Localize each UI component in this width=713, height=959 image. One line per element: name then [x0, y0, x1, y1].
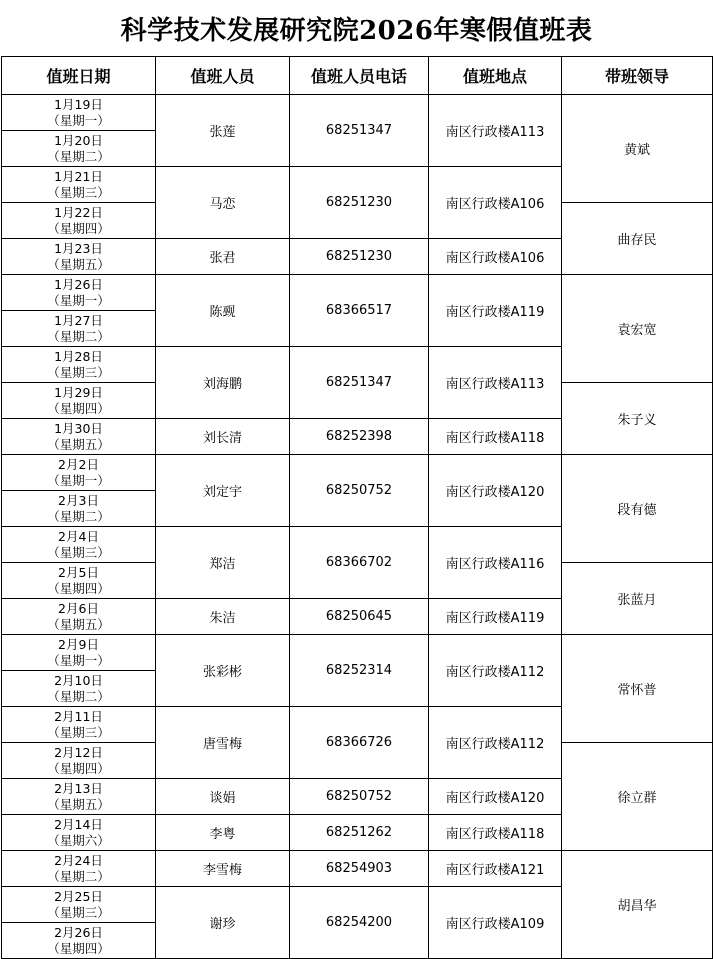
duty-date-cell	[2, 419, 156, 455]
duty-date: 2月14日	[54, 816, 103, 832]
duty-weekday: （星期三）	[47, 364, 110, 380]
duty-date-cell	[2, 743, 156, 779]
duty-location-cell: 南区行政楼A106	[429, 167, 562, 239]
header-duty-date: 值班日期	[2, 57, 156, 95]
duty-date: 2月24日	[54, 852, 103, 868]
duty-weekday: （星期五）	[47, 436, 110, 452]
leader-cell: 朱子义	[562, 383, 713, 455]
duty-date: 2月10日	[54, 672, 103, 688]
duty-date-cell	[2, 599, 156, 635]
duty-date-cell	[2, 167, 156, 203]
duty-date-cell	[2, 851, 156, 887]
duty-person-cell: 李粤	[156, 815, 290, 851]
duty-date-cell	[2, 815, 156, 851]
duty-date: 1月29日	[54, 384, 103, 400]
duty-location-cell: 南区行政楼A118	[429, 419, 562, 455]
duty-date-cell	[2, 275, 156, 311]
duty-phone-cell: 68254200	[290, 887, 429, 959]
table-row	[2, 95, 713, 131]
duty-location-cell: 南区行政楼A106	[429, 239, 562, 275]
duty-date: 1月20日	[54, 132, 103, 148]
duty-weekday: （星期六）	[47, 832, 110, 848]
duty-date-cell	[2, 887, 156, 923]
duty-date-cell	[2, 527, 156, 563]
duty-location-cell: 南区行政楼A120	[429, 455, 562, 527]
leader-cell: 段有德	[562, 455, 713, 563]
duty-phone-cell: 68251347	[290, 347, 429, 419]
duty-person-cell: 刘海鹏	[156, 347, 290, 419]
duty-weekday: （星期二）	[47, 688, 110, 704]
duty-date-cell	[2, 131, 156, 167]
duty-date-cell	[2, 779, 156, 815]
header-row	[2, 57, 713, 95]
duty-weekday: （星期四）	[47, 400, 110, 416]
table-row	[2, 275, 713, 311]
duty-date: 2月11日	[54, 708, 103, 724]
duty-phone-cell: 68252314	[290, 635, 429, 707]
duty-date-cell	[2, 347, 156, 383]
duty-date-cell	[2, 707, 156, 743]
duty-phone-cell: 68250752	[290, 779, 429, 815]
duty-location-cell: 南区行政楼A112	[429, 635, 562, 707]
duty-phone-cell: 68254903	[290, 851, 429, 887]
duty-date-cell	[2, 671, 156, 707]
duty-weekday: （星期二）	[47, 868, 110, 884]
duty-person-cell: 刘长清	[156, 419, 290, 455]
leader-cell: 常怀普	[562, 635, 713, 743]
duty-weekday: （星期三）	[47, 724, 110, 740]
duty-date: 2月5日	[58, 564, 99, 580]
duty-weekday: （星期二）	[47, 508, 110, 524]
leader-cell: 黄斌	[562, 95, 713, 203]
duty-date: 2月25日	[54, 888, 103, 904]
duty-date: 1月22日	[54, 204, 103, 220]
duty-date-cell	[2, 239, 156, 275]
duty-date: 2月3日	[58, 492, 99, 508]
duty-date: 2月4日	[58, 528, 99, 544]
duty-weekday: （星期三）	[47, 544, 110, 560]
duty-date: 1月23日	[54, 240, 103, 256]
header-duty-person: 值班人员	[156, 57, 290, 95]
duty-person-cell: 朱洁	[156, 599, 290, 635]
duty-weekday: （星期二）	[47, 148, 110, 164]
leader-cell: 徐立群	[562, 743, 713, 851]
duty-date: 2月12日	[54, 744, 103, 760]
duty-person-cell: 陈觋	[156, 275, 290, 347]
duty-date-cell	[2, 635, 156, 671]
duty-phone-cell: 68251230	[290, 167, 429, 239]
duty-weekday: （星期五）	[47, 256, 110, 272]
duty-person-cell: 谢珍	[156, 887, 290, 959]
duty-location-cell: 南区行政楼A113	[429, 95, 562, 167]
duty-phone-cell: 68251347	[290, 95, 429, 167]
duty-phone-cell: 68250645	[290, 599, 429, 635]
duty-location-cell: 南区行政楼A119	[429, 275, 562, 347]
duty-date-cell	[2, 563, 156, 599]
duty-phone-cell: 68366517	[290, 275, 429, 347]
duty-location-cell: 南区行政楼A112	[429, 707, 562, 779]
duty-person-cell: 张君	[156, 239, 290, 275]
duty-location-cell: 南区行政楼A118	[429, 815, 562, 851]
duty-weekday: （星期一）	[47, 292, 110, 308]
duty-phone-cell: 68251230	[290, 239, 429, 275]
duty-person-cell: 张莲	[156, 95, 290, 167]
duty-date: 1月19日	[54, 96, 103, 112]
table-row	[2, 851, 713, 887]
duty-date-cell	[2, 455, 156, 491]
duty-location-cell: 南区行政楼A120	[429, 779, 562, 815]
duty-person-cell: 唐雪梅	[156, 707, 290, 779]
duty-weekday: （星期四）	[47, 760, 110, 776]
duty-phone-cell: 68250752	[290, 455, 429, 527]
duty-weekday: （星期五）	[47, 616, 110, 632]
duty-date: 2月6日	[58, 600, 99, 616]
duty-weekday: （星期四）	[47, 220, 110, 236]
duty-weekday: （星期四）	[47, 580, 110, 596]
duty-location-cell: 南区行政楼A121	[429, 851, 562, 887]
page-title: 科学技术发展研究院2026年寒假值班表	[120, 15, 593, 46]
duty-phone-cell: 68251262	[290, 815, 429, 851]
duty-location-cell: 南区行政楼A116	[429, 527, 562, 599]
duty-date-cell	[2, 95, 156, 131]
duty-weekday: （星期三）	[47, 904, 110, 920]
table-row	[2, 455, 713, 491]
duty-date: 2月9日	[58, 636, 99, 652]
duty-date-cell	[2, 491, 156, 527]
duty-date: 2月13日	[54, 780, 103, 796]
duty-date: 2月26日	[54, 924, 103, 940]
duty-phone-cell: 68366702	[290, 527, 429, 599]
duty-table-body	[2, 95, 713, 959]
duty-date: 1月21日	[54, 168, 103, 184]
duty-person-cell: 张彩彬	[156, 635, 290, 707]
table-row	[2, 635, 713, 671]
duty-date: 2月2日	[58, 456, 99, 472]
duty-location-cell: 南区行政楼A113	[429, 347, 562, 419]
duty-date-cell	[2, 383, 156, 419]
duty-phone-cell: 68366726	[290, 707, 429, 779]
duty-person-cell: 李雪梅	[156, 851, 290, 887]
duty-date-cell	[2, 203, 156, 239]
duty-person-cell: 刘定宇	[156, 455, 290, 527]
duty-person-cell: 马恋	[156, 167, 290, 239]
duty-phone-cell: 68252398	[290, 419, 429, 455]
duty-date: 1月27日	[54, 312, 103, 328]
leader-cell: 曲存民	[562, 203, 713, 275]
duty-weekday: （星期五）	[47, 796, 110, 812]
header-duty-phone: 值班人员电话	[290, 57, 429, 95]
duty-weekday: （星期一）	[47, 652, 110, 668]
duty-weekday: （星期四）	[47, 940, 110, 956]
duty-date-cell	[2, 923, 156, 959]
duty-location-cell: 南区行政楼A109	[429, 887, 562, 959]
duty-date: 1月30日	[54, 420, 103, 436]
leader-cell: 胡昌华	[562, 851, 713, 959]
leader-cell: 张蓝月	[562, 563, 713, 635]
duty-location-cell: 南区行政楼A119	[429, 599, 562, 635]
duty-table	[1, 56, 713, 959]
duty-weekday: （星期二）	[47, 328, 110, 344]
duty-person-cell: 郑洁	[156, 527, 290, 599]
duty-date-cell	[2, 311, 156, 347]
duty-weekday: （星期一）	[47, 112, 110, 128]
duty-date: 1月26日	[54, 276, 103, 292]
duty-weekday: （星期三）	[47, 184, 110, 200]
header-leader: 带班领导	[562, 57, 713, 95]
duty-person-cell: 谈娟	[156, 779, 290, 815]
header-duty-location: 值班地点	[429, 57, 562, 95]
leader-cell: 袁宏宽	[562, 275, 713, 383]
duty-weekday: （星期一）	[47, 472, 110, 488]
duty-date: 1月28日	[54, 348, 103, 364]
